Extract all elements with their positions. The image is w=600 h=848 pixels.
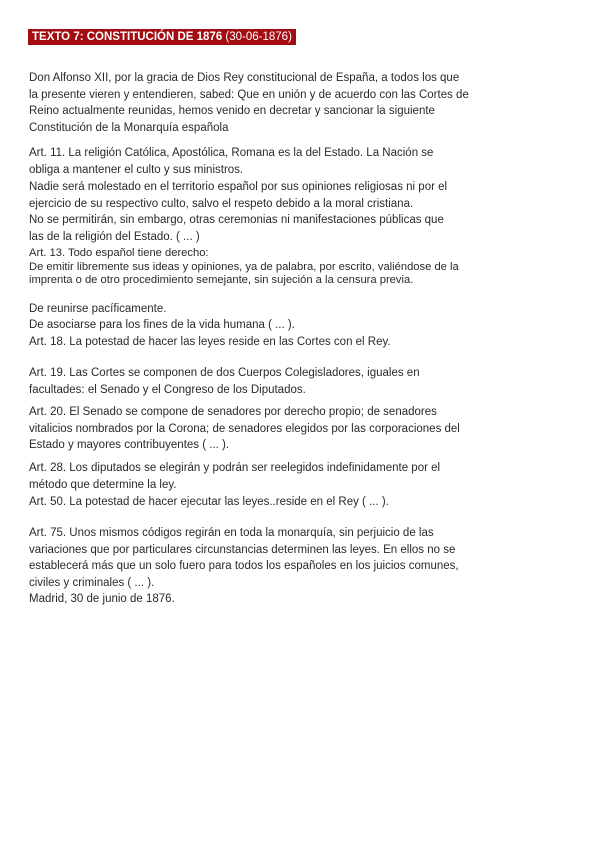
article-11-paragraph-2: Nadie será molestado en el territorio español por sus opiniones religiosas ni por el ejercicio de su respectivo culto, salvo el respeto debido a la moral cristiana. <box>29 181 448 210</box>
preamble-paragraph: Don Alfonso XII, por la gracia de Dios Rey constitucional de España, a todos los que la presente vieren y entendieren, sabed: Que en unión y de acuerdo con las Cortes de Reino actualmente reunidas, hemos venido en decretar y sancionar la siguiente Constitución de la Monarquía española <box>29 72 469 134</box>
article-13-item-1: De emitir libremente sus ideas y opiniones, ya de palabra, por escrito, valiéndose de la imprenta o de otro procedimiento semejante, sin sujeción a la censura previa. <box>29 261 459 286</box>
article-13-heading: Art. 13. Todo español tiene derecho: <box>29 247 209 259</box>
document-title: TEXTO 7: CONSTITUCIÓN DE 1876 <box>32 31 223 43</box>
document-date: (30-06-1876) <box>225 31 292 43</box>
article-13-item-3: De asociarse para los fines de la vida humana ( ... ). <box>29 319 295 331</box>
signature-line: Madrid, 30 de junio de 1876. <box>29 593 175 605</box>
article-50-paragraph: Art. 50. La potestad de hacer ejecutar las leyes..reside en el Rey ( ... ). <box>29 496 389 508</box>
article-28-paragraph: Art. 28. Los diputados se elegirán y podrán ser reelegidos indefinidamente por el método que determine la ley. <box>29 462 441 491</box>
article-20-paragraph: Art. 20. El Senado se compone de senadores por derecho propio; de senadores vitalicios nombrados por la Corona; de senadores elegidos por las corporaciones del Estado y mayores contribuyentes ( ... ). <box>29 406 460 451</box>
article-11-paragraph-1: Art. 11. La religión Católica, Apostólica, Romana es la del Estado. La Nación se obliga a mantener el culto y sus ministros. <box>29 147 434 176</box>
document-title-banner <box>28 29 296 45</box>
article-75-paragraph: Art. 75. Unos mismos códigos regirán en toda la monarquía, sin perjuicio de las variaciones que por particulares circunstancias determinen las leyes. En ellos no se establecerá más que un solo fuero para todos los españoles en los juicios comunes, civiles y criminales ( ... ). <box>29 527 459 589</box>
article-13-item-2: De reunirse pacíficamente. <box>29 303 167 315</box>
article-19-paragraph: Art. 19. Las Cortes se componen de dos Cuerpos Colegisladores, iguales en facultades: el Senado y el Congreso de los Diputados. <box>29 367 420 396</box>
article-18-paragraph: Art. 18. La potestad de hacer las leyes reside en las Cortes con el Rey. <box>29 336 391 348</box>
article-11-paragraph-3: No se permitirán, sin embargo, otras ceremonias ni manifestaciones públicas que las de la religión del Estado. ( ... ) <box>29 214 444 243</box>
